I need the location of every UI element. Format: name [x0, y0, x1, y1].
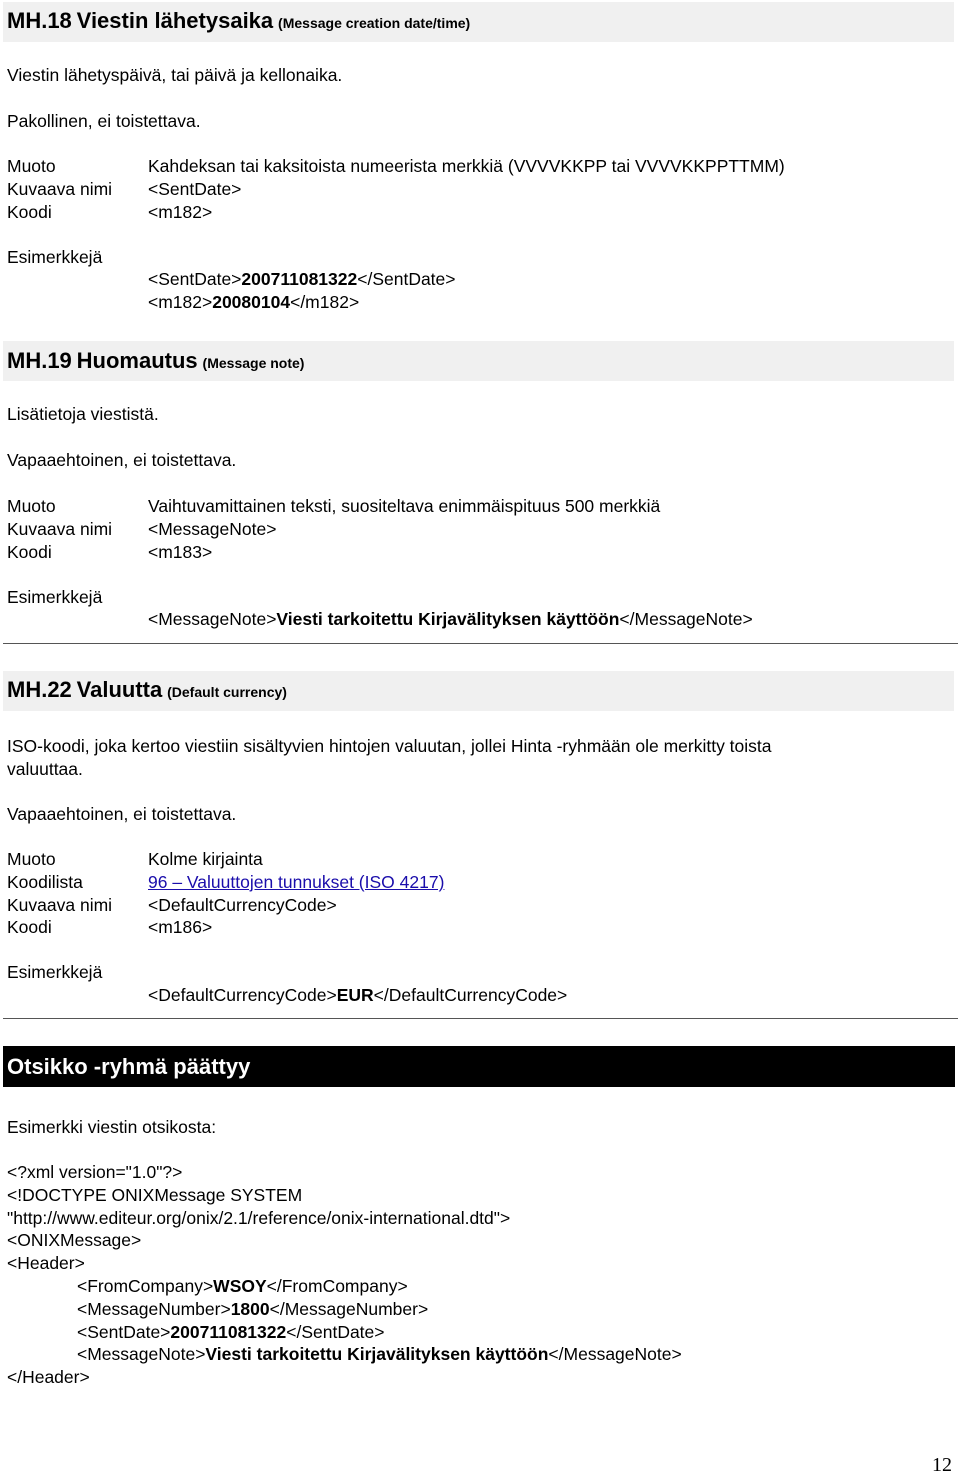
section-description-cont: valuuttaa.: [7, 759, 83, 779]
section-title: Valuutta: [76, 677, 163, 702]
example-line: [148, 985, 567, 1006]
page-number: 12: [932, 1454, 952, 1476]
section-subtitle: (Message creation date/time): [278, 15, 471, 31]
section-title-mh22: [7, 677, 287, 703]
field-value-muoto: Kolme kirjainta: [148, 849, 263, 869]
examples-label: Esimerkkejä: [7, 962, 103, 982]
section-code: MH.18: [7, 8, 72, 33]
section-subtitle: (Message note): [202, 355, 305, 371]
field-value-koodi: <m186>: [148, 917, 213, 937]
section-status: Vapaaehtoinen, ei toistettava.: [7, 450, 237, 470]
example-value: EUR: [336, 985, 374, 1005]
codelist-link[interactable]: 96 – Valuuttojen tunnukset (ISO 4217): [148, 872, 445, 892]
header-example-label: Esimerkki viestin otsikosta:: [7, 1117, 217, 1137]
section-title-mh18: [7, 8, 470, 34]
field-value-kuvaava-nimi: <MessageNote>: [148, 519, 277, 539]
code-tag: </SentDate>: [286, 1321, 385, 1342]
code-value: 200711081322: [170, 1321, 287, 1342]
field-label-muoto: Muoto: [7, 849, 56, 869]
code-line: [77, 1276, 408, 1297]
field-label-kuvaava-nimi: Kuvaava nimi: [7, 179, 113, 199]
code-line: [7, 1185, 302, 1206]
divider: [3, 1018, 958, 1019]
code-tag: </MessageNote>: [548, 1344, 682, 1365]
example-line: [148, 269, 456, 290]
group-end-title: Otsikko -ryhmä päättyy: [7, 1054, 251, 1079]
field-label-kuvaava-nimi: Kuvaava nimi: [7, 895, 113, 915]
example-tag-close: </SentDate>: [357, 269, 456, 289]
code-tag: "http://www.editeur.org/onix/2.1/reference/onix-international.dtd">: [7, 1207, 511, 1228]
section-status: Pakollinen, ei toistettava.: [7, 111, 201, 131]
field-value-koodi: <m182>: [148, 202, 213, 222]
code-line: [7, 1208, 510, 1229]
example-tag-open: <DefaultCurrencyCode>: [148, 985, 337, 1005]
code-line: [77, 1322, 385, 1343]
code-value: 1800: [230, 1298, 270, 1319]
section-description: Lisätietoja viestistä.: [7, 404, 159, 424]
code-tag: </Header>: [7, 1367, 90, 1388]
field-value-kuvaava-nimi: <DefaultCurrencyCode>: [148, 895, 337, 915]
field-value-koodi: <m183>: [148, 542, 213, 562]
divider: [3, 643, 958, 644]
field-label-kuvaava-nimi: Kuvaava nimi: [7, 519, 113, 539]
code-tag: <Header>: [7, 1253, 85, 1274]
example-tag-close: </DefaultCurrencyCode>: [373, 985, 568, 1005]
field-label-koodilista: Koodilista: [7, 872, 83, 892]
example-tag-open: <MessageNote>: [148, 609, 277, 629]
field-value-muoto: Vaihtuvamittainen teksti, suositeltava enimmäispituus 500 merkkiä: [148, 496, 661, 516]
code-tag: <?xml version="1.0"?>: [7, 1162, 183, 1182]
example-tag-open: <m182>: [148, 292, 213, 312]
examples-label: Esimerkkejä: [7, 247, 103, 267]
example-value: Viesti tarkoitettu Kirjavälityksen käyttöön: [276, 609, 620, 629]
code-line: [7, 1230, 141, 1251]
example-value: 20080104: [212, 292, 291, 312]
example-line: [148, 292, 359, 313]
field-value-muoto: Kahdeksan tai kaksitoista numeerista merkkiä (VVVVKKPP tai VVVVKKPPTTMM): [148, 156, 785, 176]
code-tag: <MessageNumber>: [77, 1298, 231, 1319]
example-tag-close: </MessageNote>: [619, 609, 753, 629]
section-title-mh19: [7, 348, 304, 374]
code-tag: <ONIXMessage>: [7, 1230, 142, 1251]
code-tag: <FromCompany>: [77, 1276, 214, 1296]
example-value: 200711081322: [241, 269, 358, 289]
section-status: Vapaaehtoinen, ei toistettava.: [7, 804, 237, 824]
examples-label: Esimerkkejä: [7, 587, 103, 607]
field-value-kuvaava-nimi: <SentDate>: [148, 179, 242, 199]
field-label-koodi: Koodi: [7, 542, 52, 562]
code-line: [7, 1253, 85, 1274]
example-tag-open: <SentDate>: [148, 269, 242, 289]
code-tag: <MessageNote>: [77, 1344, 206, 1365]
example-line: [148, 609, 753, 630]
field-label-koodi: Koodi: [7, 917, 52, 937]
code-line: [77, 1299, 428, 1320]
section-title: Huomautus: [76, 348, 198, 373]
code-tag: </MessageNumber>: [269, 1298, 429, 1319]
section-description: Viestin lähetyspäivä, tai päivä ja kellonaika.: [7, 65, 343, 85]
field-label-muoto: Muoto: [7, 496, 56, 516]
section-code: MH.22: [7, 677, 72, 702]
code-line: [77, 1344, 682, 1365]
field-label-muoto: Muoto: [7, 156, 56, 176]
section-description: ISO-koodi, joka kertoo viestiin sisältyvien hintojen valuutan, jollei Hinta -ryhmään ole merkitty toista: [7, 736, 772, 756]
example-tag-close: </m182>: [290, 292, 360, 312]
section-title: Viestin lähetysaika: [76, 8, 274, 33]
field-label-koodi: Koodi: [7, 202, 52, 222]
code-value: Viesti tarkoitettu Kirjavälityksen käyttöön: [205, 1344, 549, 1365]
code-line: [7, 1367, 90, 1388]
code-line: [7, 1162, 182, 1183]
section-subtitle: (Default currency): [167, 684, 287, 700]
code-value: WSOY: [213, 1276, 267, 1296]
code-tag: <!DOCTYPE ONIXMessage SYSTEM: [7, 1184, 303, 1205]
code-tag: <SentDate>: [77, 1321, 171, 1342]
code-tag: </FromCompany>: [266, 1276, 408, 1296]
section-code: MH.19: [7, 348, 72, 373]
